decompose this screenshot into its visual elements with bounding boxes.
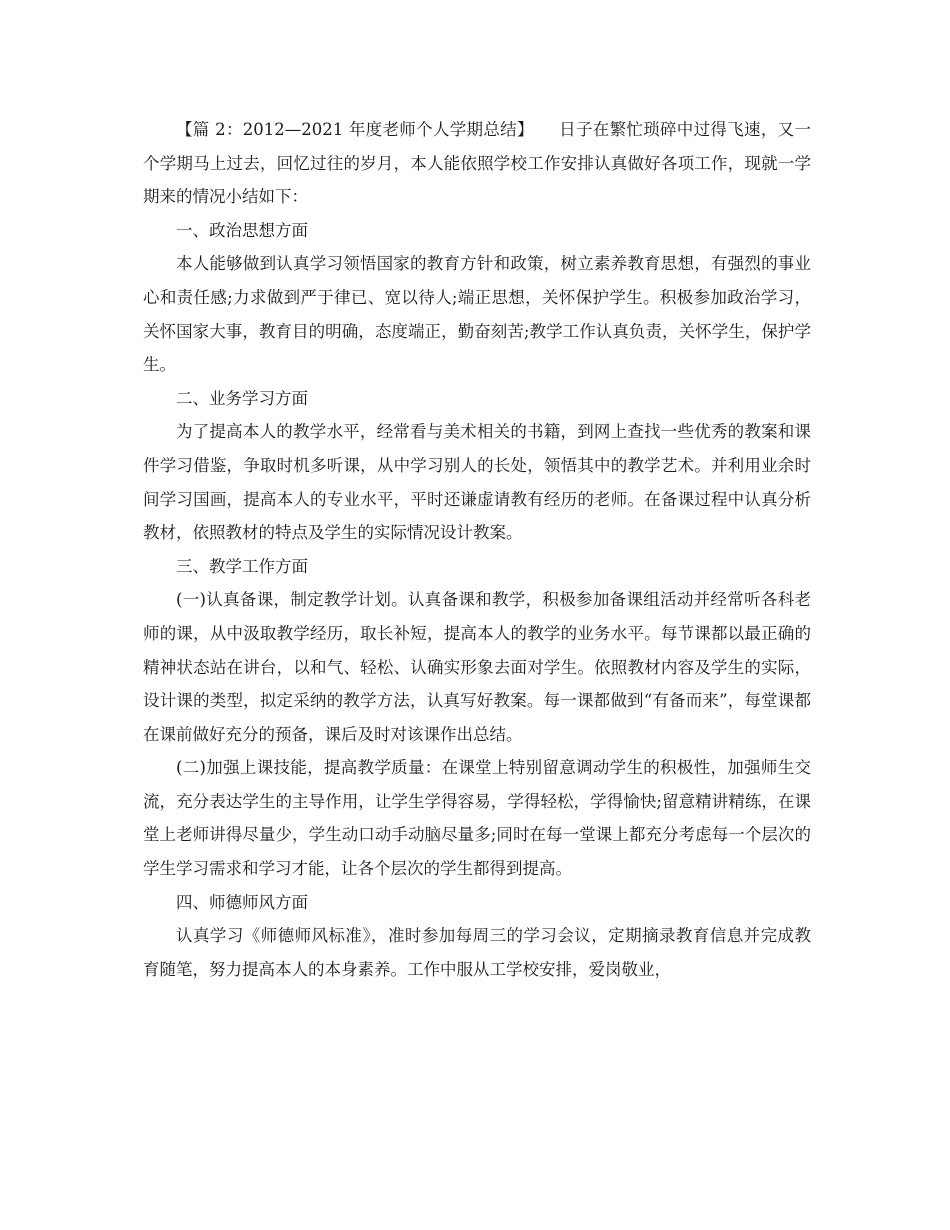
professional-study-paragraph: 为了提高本人的教学水平，经常看与美术相关的书籍，到网上查找一些优秀的教案和课件学习借鉴，争取时机多听课，从中学习别人的长处，领悟其中的教学艺术。并利用业余时间学习国画，提高本人的专业水平，平时还谦虚请教有经历的老师。在备课过程中认真分析教材，依照教材的特点及学生的实际情况设计教案。	[143, 422, 811, 543]
ethics-paragraph: 认真学习《师德师风标准》，准时参加每周三的学习会议，定期摘录教育信息并完成教育随笔，努力提高本人的本身素养。工作中服从工学校安排，爱岗敬业，	[143, 926, 811, 979]
teaching-paragraph-1: (一)认真备课，制定教学计划。认真备课和教学，积极参加备课组活动并经常听各科老师的课，从中汲取教学经历，取长补短，提高本人的教学的业务水平。每节课都以最正确的精神状态站在讲台，以和气、轻松、认确实形象去面对学生。依照教材内容及学生的实际，设计课的类型，拟定采纳的教学方法，认真写好教案。每一课都做到“有备而来”，每堂课都在课前做好充分的预备，课后及时对该课作出总结。	[143, 590, 811, 744]
teaching-paragraph-2: (二)加强上课技能，提高教学质量：在课堂上特别留意调动学生的积极性，加强师生交流，充分表达学生的主导作用，让学生学得容易，学得轻松，学得愉快;留意精讲精练，在课堂上老师讲得尽量少，学生动口动手动脑尽量多;同时在每一堂课上都充分考虑每一个层次的学生学习需求和学习才能，让各个层次的学生都得到提高。	[143, 758, 811, 879]
section-heading-ethics: 四、师德师风方面	[176, 892, 308, 912]
politics-paragraph: 本人能够做到认真学习领悟国家的教育方针和政策，树立素养教育思想，有强烈的事业心和责任感;力求做到严于律已、宽以待人;端正思想，关怀保护学生。积极参加政治学习，关怀国家大事，教育目的明确，态度端正，勤奋刻苦;教学工作认真负责，关怀学生，保护学生。	[143, 254, 811, 375]
section-heading-politics: 一、政治思想方面	[176, 220, 308, 240]
intro-paragraph: 【篇 2：2012—2021 年度老师个人学期总结】 日子在繁忙琐碎中过得飞速，又一个学期马上过去，回忆过往的岁月，本人能依照学校工作安排认真做好各项工作，现就一学期来的情况小结如下：	[143, 120, 811, 207]
section-heading-professional-study: 二、业务学习方面	[176, 388, 308, 408]
section-heading-teaching-work: 三、教学工作方面	[176, 556, 308, 576]
document-body	[143, 113, 811, 986]
